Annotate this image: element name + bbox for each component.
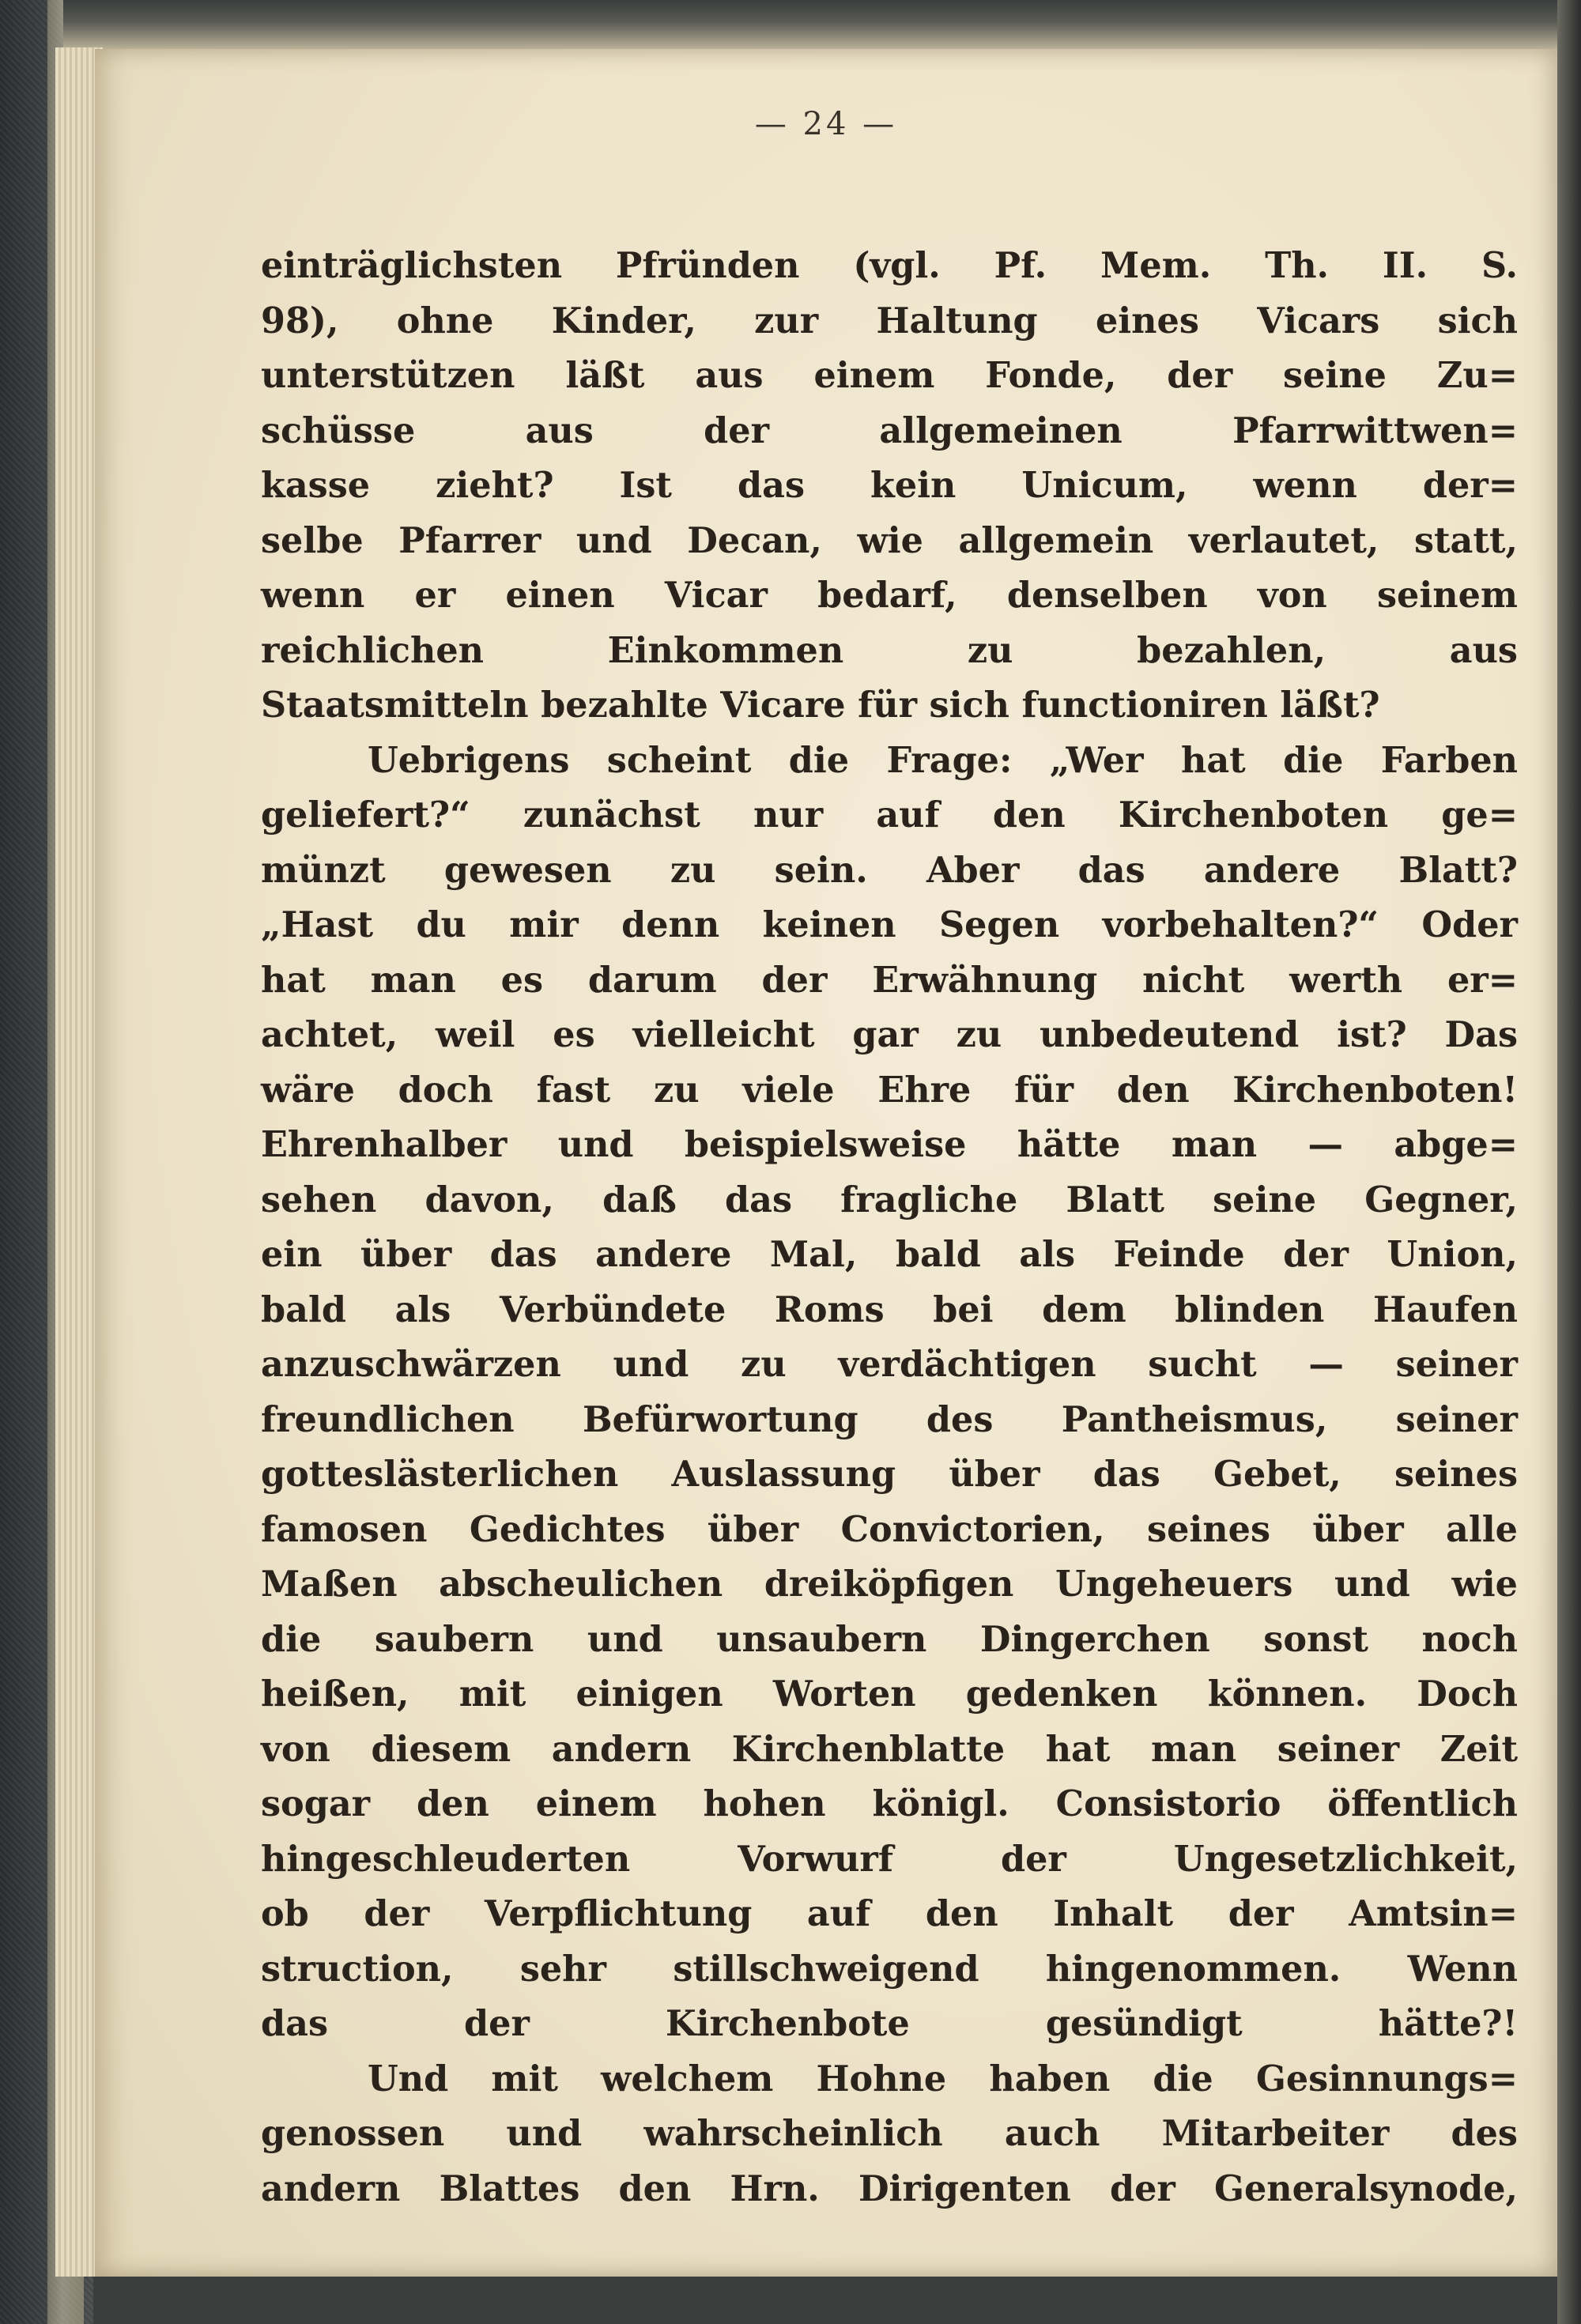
text-line: anzuschwärzen und zu verdächtigen sucht — seiner <box>261 1344 1518 1385</box>
text-line: von diesem andern Kirchenblatte hat man seiner Zeit <box>261 1728 1518 1770</box>
book-page <box>95 49 1557 2277</box>
text-line: hingeschleuderten Vorwurf der Ungesetzlichkeit, <box>261 1838 1518 1880</box>
text-line: andern Blattes den Hrn. Dirigenten der Generalsynode, <box>261 2167 1518 2209</box>
text-line: ein über das andere Mal, bald als Feinde der Union, <box>261 1234 1518 1275</box>
text-line: heißen, mit einigen Worten gedenken können. Doch <box>261 1673 1518 1715</box>
text-line: kasse zieht? Ist das kein Unicum, wenn der= <box>261 465 1518 506</box>
text-line: Maßen abscheulichen dreiköpfigen Ungeheuers und wie <box>261 1564 1518 1605</box>
text-line: 98), ohne Kinder, zur Haltung eines Vicars sich <box>261 300 1518 341</box>
text-line: Uebrigens scheint die Frage: „Wer hat die Farben <box>368 739 1518 781</box>
text-line: bald als Verbündete Roms bei dem blinden Haufen <box>261 1288 1518 1330</box>
page-number: — 24 — <box>754 106 898 142</box>
text-line: achtet, weil es vielleicht gar zu unbedeutend ist? Das <box>261 1014 1518 1055</box>
text-line: hat man es darum der Erwähnung nicht werth er= <box>261 959 1518 1001</box>
page-stack-top <box>63 0 1581 55</box>
text-line: wenn er einen Vicar bedarf, denselben von seinem <box>261 575 1518 616</box>
text-line: schüsse aus der allgemeinen Pfarrwittwen= <box>261 409 1518 451</box>
text-line: reichlichen Einkommen zu bezahlen, aus <box>261 629 1518 671</box>
right-edge <box>1557 0 1581 2324</box>
text-line: Ehrenhalber und beispielsweise hätte man — abge= <box>261 1124 1518 1165</box>
text-line: Und mit welchem Hohne haben die Gesinnungs= <box>368 2058 1518 2100</box>
text-line: wäre doch fast zu viele Ehre für den Kirchenboten! <box>261 1069 1518 1111</box>
text-line: struction, sehr stillschweigend hingenommen. Wenn <box>261 1948 1518 1990</box>
text-line: famosen Gedichtes über Convictorien, seines über alle <box>261 1508 1518 1550</box>
text-line: „Hast du mir denn keinen Segen vorbehalten?“ Oder <box>261 904 1518 945</box>
text-line: einträglichsten Pfründen (vgl. Pf. Mem. Th. II. S. <box>261 245 1518 286</box>
text-line: münzt gewesen zu sein. Aber das andere Blatt? <box>261 849 1518 891</box>
text-line: sehen davon, daß das fragliche Blatt seine Gegner, <box>261 1179 1518 1220</box>
text-line: geliefert?“ zunächst nur auf den Kirchenboten ge= <box>261 794 1518 836</box>
text-line: gotteslästerlichen Auslassung über das Gebet, seines <box>261 1454 1518 1495</box>
body-text <box>261 239 1518 2216</box>
text-line: die saubern und unsaubern Dingerchen sonst noch <box>261 1618 1518 1660</box>
text-line: ob der Verpflichtung auf den Inhalt der Amtsin= <box>261 1893 1518 1934</box>
text-line: unterstützen läßt aus einem Fonde, der seine Zu= <box>261 355 1518 396</box>
text-line: sogar den einem hohen königl. Consistorio öffentlich <box>261 1783 1518 1824</box>
text-line: selbe Pfarrer und Decan, wie allgemein verlautet, statt, <box>261 519 1518 561</box>
text-line: genossen und wahrscheinlich auch Mitarbeiter des <box>261 2113 1518 2154</box>
text-line: Staatsmitteln bezahlte Vicare für sich functioniren läßt? <box>261 685 1380 726</box>
text-line: freundlichen Befürwortung des Pantheismus, seiner <box>261 1398 1518 1440</box>
text-line: das der Kirchenbote gesündigt hätte?! <box>261 2003 1518 2044</box>
